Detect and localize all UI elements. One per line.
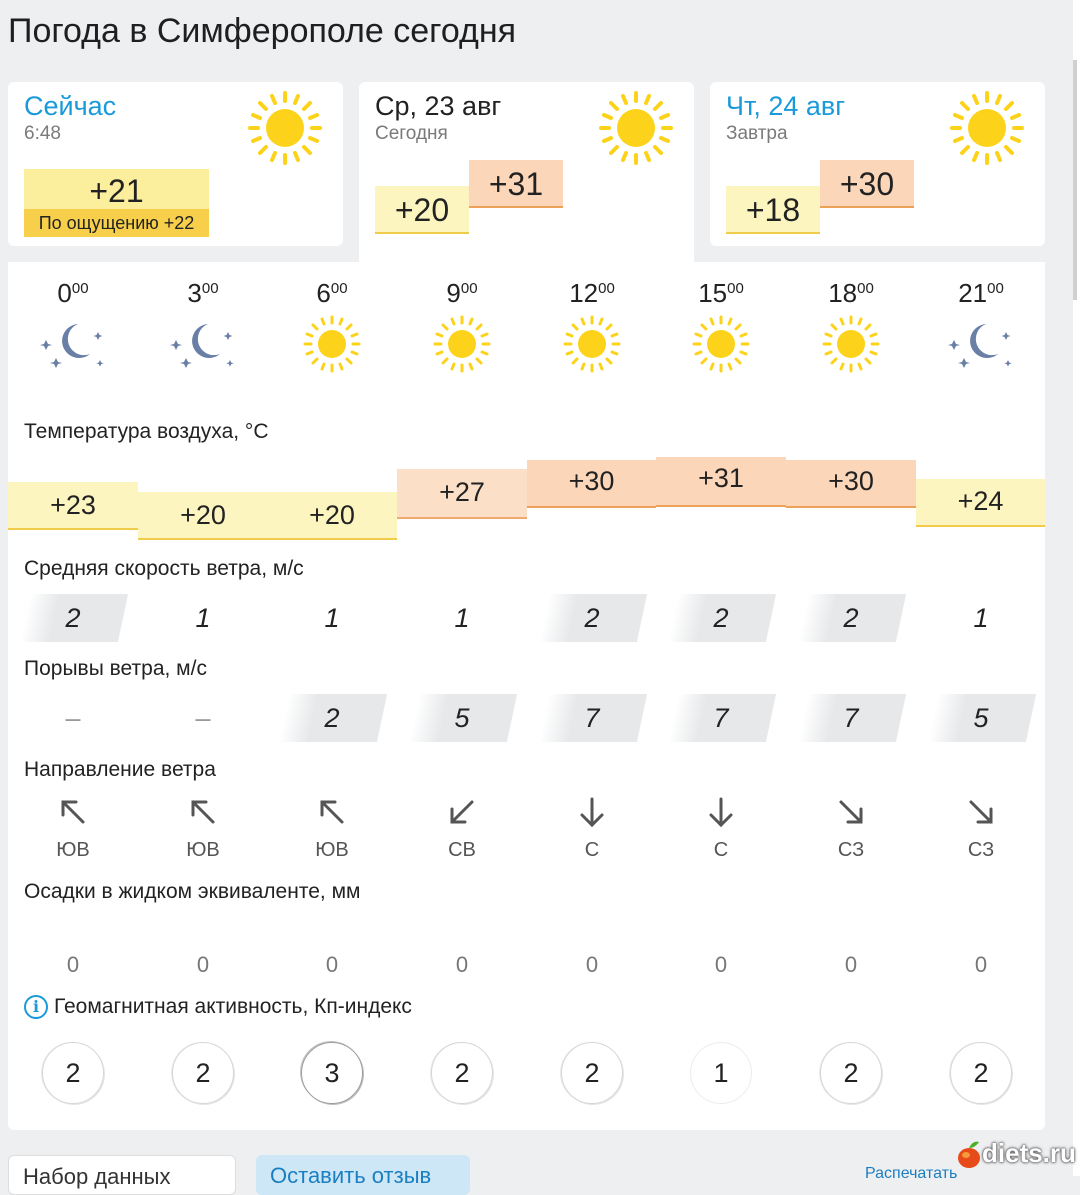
print-label: Распечатать xyxy=(865,1165,958,1182)
card-now[interactable] xyxy=(8,82,343,246)
temp-cell-group xyxy=(138,492,397,540)
card-today-title: Ср, 23 авг xyxy=(375,91,502,121)
wind-speed-cell: 2 xyxy=(8,594,138,642)
tomorrow-max-temp: +30 xyxy=(820,160,914,208)
kp-index: 2 xyxy=(916,1040,1046,1106)
night-moon-icon xyxy=(8,314,138,374)
page-title: Погода в Симферополе сегодня xyxy=(8,12,517,50)
watermark: diets.ru xyxy=(956,1138,1076,1169)
kp-index: 2 xyxy=(8,1040,138,1106)
geo-label-text: Геомагнитная активность, Кп-индекс xyxy=(54,995,412,1018)
sun-icon xyxy=(656,314,786,374)
gust-section-label: Порывы ветра, м/с xyxy=(24,657,207,680)
card-tomorrow-title[interactable]: Чт, 24 авг xyxy=(726,91,846,121)
arrow-up-left-icon xyxy=(267,796,397,832)
day-cards xyxy=(8,82,1045,262)
wind-dir-label: ЮВ xyxy=(56,839,90,861)
night-moon-icon xyxy=(916,314,1046,374)
gust-cell: – xyxy=(65,702,81,733)
sun-icon xyxy=(267,314,397,374)
temp-cell: +31 xyxy=(656,457,786,507)
card-today[interactable] xyxy=(359,82,694,262)
precip-value: 0 xyxy=(325,952,339,977)
wind-speed-cell: 1 xyxy=(324,602,340,633)
hour-label: $15^{00}$ xyxy=(698,278,744,308)
scrollbar[interactable] xyxy=(1073,0,1080,1176)
card-now-title[interactable]: Сейчас xyxy=(24,91,117,121)
current-temp: +21 xyxy=(89,173,144,209)
night-moon-icon xyxy=(138,314,268,374)
geo-section-label xyxy=(24,995,412,1019)
precip-value: 0 xyxy=(455,952,469,977)
hour-label: $3^{00}$ xyxy=(187,278,219,308)
sun-icon xyxy=(949,90,1025,171)
precip-value: 0 xyxy=(196,952,210,977)
precip-value: 0 xyxy=(66,952,80,977)
arrow-down-icon xyxy=(656,796,786,832)
apple-icon xyxy=(956,1139,982,1169)
card-tomorrow[interactable] xyxy=(710,82,1045,246)
wind-dir-label: С xyxy=(713,839,729,861)
wind-dir-label: СЗ xyxy=(967,839,995,861)
arrow-up-left-icon xyxy=(138,796,268,832)
precip-section-label: Осадки в жидком эквиваленте, мм xyxy=(24,880,361,903)
temp-cell: +27 xyxy=(397,469,527,519)
print-button[interactable] xyxy=(865,1165,957,1183)
scrollbar-thumb[interactable] xyxy=(1073,60,1077,300)
wind-dir-label: ЮВ xyxy=(186,839,220,861)
gust-cell: 2 xyxy=(267,694,397,742)
dataset-button[interactable]: Набор данных xyxy=(8,1155,236,1195)
temp-cell: +30 xyxy=(527,460,656,508)
hour-label: $18^{00}$ xyxy=(828,278,874,308)
hour-label: $9^{00}$ xyxy=(446,278,478,308)
sun-icon xyxy=(527,314,657,374)
temp-cell: +20 xyxy=(309,500,355,530)
card-now-time: 6:48 xyxy=(24,123,61,144)
hour-label: $12^{00}$ xyxy=(569,278,615,308)
gust-cell: 5 xyxy=(397,694,527,742)
sun-icon xyxy=(786,314,916,374)
hourly-panel xyxy=(8,262,1045,1130)
wind-dir-label: СЗ xyxy=(837,839,865,861)
arrow-down-icon xyxy=(527,796,657,832)
gust-cell: 7 xyxy=(786,694,916,742)
temp-cell: +24 xyxy=(916,479,1045,527)
gust-cell: 5 xyxy=(916,694,1046,742)
today-min-temp: +20 xyxy=(375,186,469,234)
wind-speed-cell: 2 xyxy=(656,594,786,642)
kp-index: 3 xyxy=(267,1040,397,1106)
precip-value: 0 xyxy=(585,952,599,977)
kp-index: 2 xyxy=(786,1040,916,1106)
today-max-temp: +31 xyxy=(469,160,563,208)
wind-speed-cell: 1 xyxy=(454,602,470,633)
current-temp-box xyxy=(24,169,209,237)
wind-speed-cell: 2 xyxy=(786,594,916,642)
wind-dir-label: СВ xyxy=(448,839,476,861)
kp-index: 2 xyxy=(138,1040,268,1106)
gust-cell: 7 xyxy=(527,694,657,742)
wind-dir-label: ЮВ xyxy=(315,839,349,861)
wind-speed-cell: 2 xyxy=(527,594,657,642)
gust-cell: – xyxy=(195,702,211,733)
hour-label: $6^{00}$ xyxy=(316,278,348,308)
hour-label: $21^{00}$ xyxy=(958,278,1004,308)
feedback-button[interactable]: Оставить отзыв xyxy=(256,1155,470,1195)
precip-value: 0 xyxy=(974,952,988,977)
tomorrow-min-temp: +18 xyxy=(726,186,820,234)
feels-like: По ощущению +22 xyxy=(24,209,209,237)
kp-index: 2 xyxy=(397,1040,527,1106)
temp-cell: +23 xyxy=(8,482,138,530)
sun-icon xyxy=(397,314,527,374)
card-today-sub: Сегодня xyxy=(375,123,448,144)
wind-speed-cell: 1 xyxy=(195,602,211,633)
info-icon[interactable]: i xyxy=(24,995,48,1019)
sun-icon xyxy=(247,90,323,171)
kp-index: 2 xyxy=(527,1040,657,1106)
arrow-down-right-icon xyxy=(916,796,1046,832)
dir-section-label: Направление ветра xyxy=(24,758,216,781)
temp-section-label: Температура воздуха, °C xyxy=(24,420,269,443)
precip-value: 0 xyxy=(844,952,858,977)
arrow-down-left-icon xyxy=(397,796,527,832)
precip-value: 0 xyxy=(714,952,728,977)
wind-section-label: Средняя скорость ветра, м/с xyxy=(24,557,304,580)
hour-label: $0^{00}$ xyxy=(57,278,89,308)
arrow-up-left-icon xyxy=(8,796,138,832)
gust-cell: 7 xyxy=(656,694,786,742)
sun-icon xyxy=(598,90,674,171)
temp-cell: +20 xyxy=(180,500,226,530)
arrow-down-right-icon xyxy=(786,796,916,832)
temp-cell: +30 xyxy=(786,460,916,508)
card-tomorrow-sub: Завтра xyxy=(726,123,788,144)
kp-index: 1 xyxy=(656,1040,786,1106)
wind-speed-cell: 1 xyxy=(973,602,989,633)
wind-dir-label: С xyxy=(584,839,600,861)
